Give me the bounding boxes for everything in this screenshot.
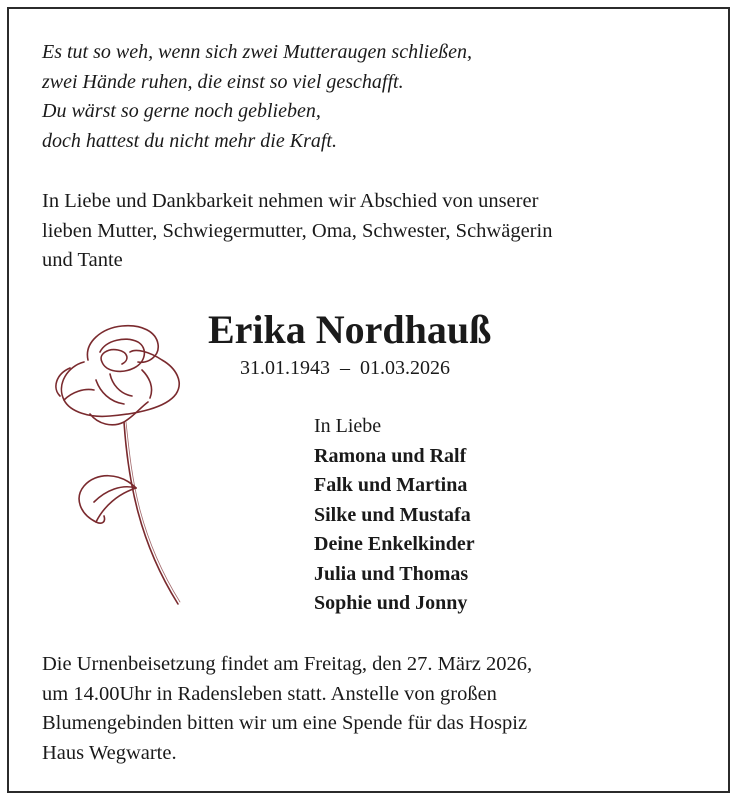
- poem-line: doch hattest du nicht mehr die Kraft.: [42, 129, 337, 152]
- poem-line: zwei Hände ruhen, die einst so viel geschafft.: [42, 70, 404, 93]
- farewell-intro: [42, 187, 702, 276]
- date-dash: –: [340, 357, 350, 379]
- mourner-entry: Sophie und Jonny: [314, 592, 468, 614]
- intro-line: In Liebe und Dankbarkeit nehmen wir Abschied von unserer: [42, 190, 539, 212]
- notice-line: Haus Wegwarte.: [42, 741, 177, 764]
- death-date: 01.03.2026: [360, 357, 450, 379]
- mourner-entry: Julia und Thomas: [314, 562, 469, 585]
- notice-line: Die Urnenbeisetzung findet am Freitag, den 27. März 2026,: [42, 653, 533, 675]
- mourner-entry: Deine Enkelkinder: [314, 533, 475, 555]
- poem-line: Du wärst so gerne noch geblieben,: [42, 100, 321, 122]
- notice-line: Blumengebinden bitten wir um eine Spende für das Hospiz: [42, 712, 528, 734]
- rose-sketch-icon: [50, 322, 190, 612]
- intro-line: und Tante: [42, 249, 123, 271]
- mourner-entry: Falk und Martina: [314, 474, 468, 496]
- memorial-poem: [42, 38, 472, 156]
- life-dates: [240, 356, 450, 380]
- birth-date: 31.01.1943: [240, 357, 330, 379]
- notice-line: um 14.00Uhr in Radensleben statt. Anstelle von großen: [42, 682, 497, 705]
- intro-line: lieben Mutter, Schwiegermutter, Oma, Schwester, Schwägerin: [42, 219, 553, 242]
- mourners-list: [314, 412, 475, 619]
- mourner-entry: Silke und Mustafa: [314, 503, 471, 526]
- poem-line: Es tut so weh, wenn sich zwei Mutteraugen schließen,: [42, 41, 472, 63]
- funeral-notice: [42, 650, 702, 768]
- mourner-entry: Ramona und Ralf: [314, 444, 467, 467]
- mourners-heading: In Liebe: [314, 415, 382, 437]
- deceased-name: Erika Nordhauß: [208, 307, 492, 352]
